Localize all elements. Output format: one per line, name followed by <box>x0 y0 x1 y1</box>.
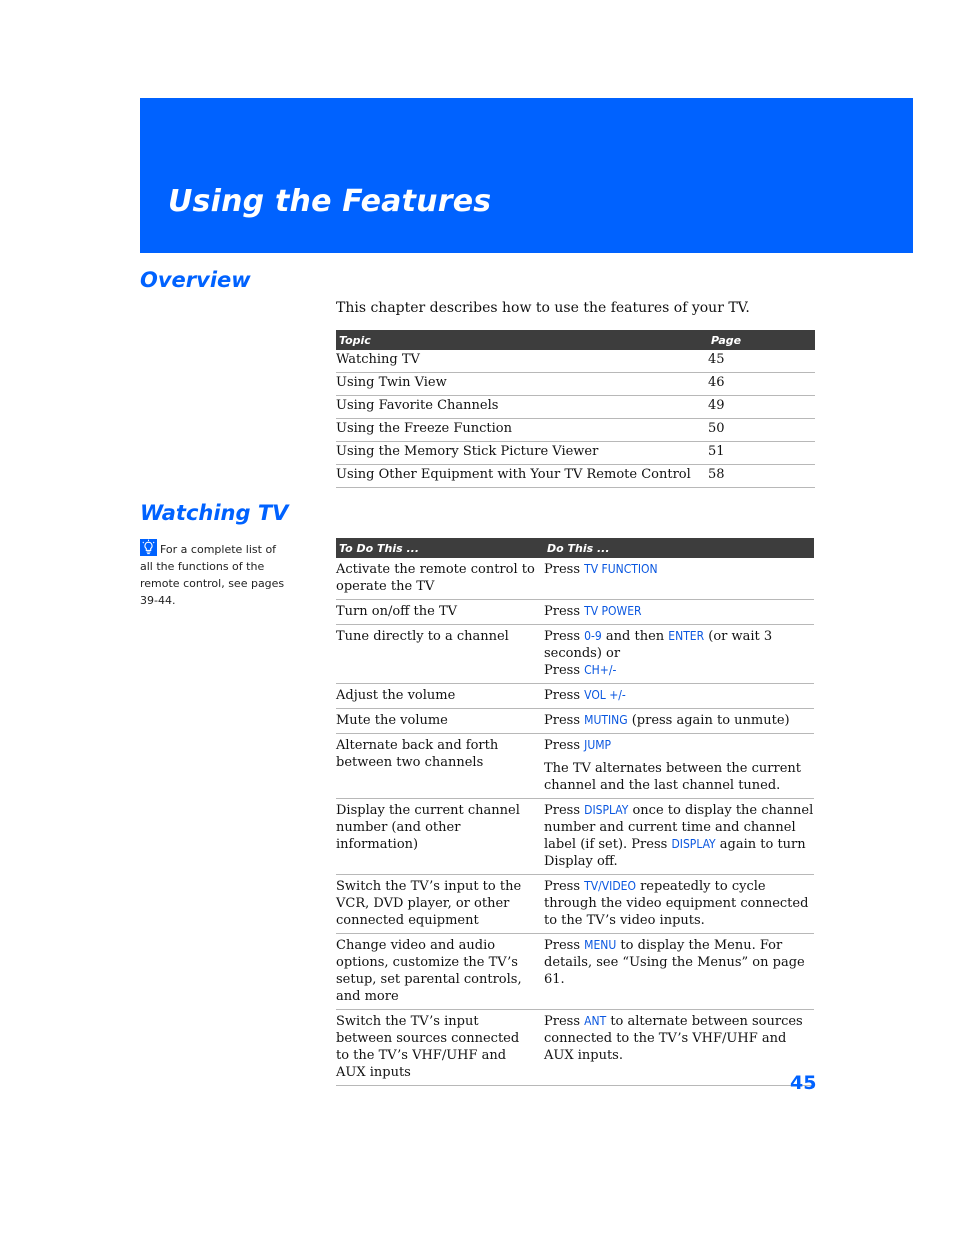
todo-cell: Mute the volume <box>336 709 536 734</box>
page-cell: 51 <box>708 442 815 465</box>
remote-key-label: VOL +/- <box>584 688 626 702</box>
todo-cell: Display the current channel number (and other information) <box>336 799 536 875</box>
table-row <box>336 875 814 934</box>
topics-header-row <box>336 330 815 350</box>
table-row <box>336 396 815 419</box>
todo-cell: Adjust the volume <box>336 684 536 709</box>
remote-key-label: MENU <box>584 938 617 952</box>
do-cell <box>536 625 814 684</box>
do-text: Press <box>544 738 585 753</box>
do-text: to alternate between sources connected to the TV’s VHF/UHF and AUX inputs. <box>544 1014 803 1063</box>
page-cell: 58 <box>708 465 815 488</box>
topic-cell: Using the Freeze Function <box>336 419 708 442</box>
do-text: Press <box>544 562 585 577</box>
remote-key-label: JUMP <box>584 738 612 752</box>
do-text: Press <box>544 604 585 619</box>
page-cell: 46 <box>708 373 815 396</box>
page-cell: 50 <box>708 419 815 442</box>
do-text: Press <box>544 1014 585 1029</box>
do-cell <box>536 684 814 709</box>
remote-key-label: DISPLAY <box>671 837 716 851</box>
do-text: to display the Menu. For details, see “Using the Menus” on page 61. <box>544 938 805 987</box>
do-text: (or wait 3 seconds) or <box>544 629 773 661</box>
topics-table <box>336 330 815 488</box>
page-cell: 45 <box>708 350 815 373</box>
do-text: Press <box>544 663 585 678</box>
do-text: and then <box>601 629 669 644</box>
table-row <box>336 419 815 442</box>
topics-header-page: Page <box>708 330 815 350</box>
do-text: again to turn Display off. <box>544 837 806 869</box>
table-row <box>336 684 814 709</box>
topic-cell: Watching TV <box>336 350 708 373</box>
remote-key-label: TV/VIDEO <box>584 879 636 893</box>
todo-cell: Alternate back and forth between two channels <box>336 734 536 799</box>
remote-key-label: MUTING <box>584 713 628 727</box>
actions-header-todo: To Do This ... <box>336 538 536 558</box>
remote-key-label: TV FUNCTION <box>584 562 658 576</box>
actions-table <box>336 538 814 1086</box>
do-cell <box>536 709 814 734</box>
do-text: repeatedly to cycle through the video equipment connected to the TV’s video inputs. <box>544 879 809 928</box>
remote-key-label: TV POWER <box>584 604 642 618</box>
todo-cell: Change video and audio options, customize the TV’s setup, set parental controls, and more <box>336 934 536 1010</box>
table-row <box>336 442 815 465</box>
table-row <box>336 350 815 373</box>
table-row <box>336 465 815 488</box>
lightbulb-icon <box>140 539 157 556</box>
do-cell <box>536 875 814 934</box>
table-row <box>336 934 814 1010</box>
table-row <box>336 709 814 734</box>
topics-header-topic: Topic <box>336 330 708 350</box>
tip-text: For a complete list of all the functions of the remote control, see pages 39-44. <box>140 543 285 607</box>
actions-header-row <box>336 538 814 558</box>
tip-note <box>140 539 290 609</box>
do-cell <box>536 1010 814 1086</box>
remote-key-label: ANT <box>584 1014 607 1028</box>
overview-intro: This chapter describes how to use the features of your TV. <box>336 300 750 316</box>
do-cell <box>536 934 814 1010</box>
todo-cell: Turn on/off the TV <box>336 600 536 625</box>
overview-heading: Overview <box>140 268 251 292</box>
table-row <box>336 734 814 799</box>
page-number: 45 <box>790 1072 817 1094</box>
topic-cell: Using Twin View <box>336 373 708 396</box>
do-text: Press <box>544 688 585 703</box>
do-text: Press <box>544 629 585 644</box>
todo-cell: Activate the remote control to operate the TV <box>336 558 536 600</box>
remote-key-label: DISPLAY <box>584 803 629 817</box>
do-text: once to display the channel number and current time and channel label (if set). Press <box>544 803 814 852</box>
table-row <box>336 799 814 875</box>
remote-key-label: ENTER <box>668 629 705 643</box>
do-text: Press <box>544 879 585 894</box>
table-row <box>336 373 815 396</box>
topic-cell: Using Other Equipment with Your TV Remote Control <box>336 465 708 488</box>
do-cell <box>536 734 814 799</box>
page-cell: 49 <box>708 396 815 419</box>
do-cell <box>536 600 814 625</box>
do-text: The TV alternates between the current channel and the last channel tuned. <box>544 761 801 793</box>
do-cell <box>536 799 814 875</box>
table-row <box>336 1010 814 1086</box>
do-text: Press <box>544 803 585 818</box>
todo-cell: Switch the TV’s input between sources connected to the TV’s VHF/UHF and AUX inputs <box>336 1010 536 1086</box>
todo-cell: Tune directly to a channel <box>336 625 536 684</box>
do-text: Press <box>544 713 585 728</box>
remote-key-label: 0-9 <box>584 629 602 643</box>
todo-cell: Switch the TV’s input to the VCR, DVD player, or other connected equipment <box>336 875 536 934</box>
watching-tv-heading: Watching TV <box>140 501 289 525</box>
table-row <box>336 625 814 684</box>
table-row <box>336 558 814 600</box>
remote-key-label: CH+/- <box>584 663 617 677</box>
do-text: Press <box>544 938 585 953</box>
do-text: (press again to unmute) <box>627 713 790 728</box>
table-row <box>336 600 814 625</box>
topic-cell: Using Favorite Channels <box>336 396 708 419</box>
chapter-banner <box>140 98 913 253</box>
topic-cell: Using the Memory Stick Picture Viewer <box>336 442 708 465</box>
do-cell <box>536 558 814 600</box>
actions-header-do: Do This ... <box>536 538 814 558</box>
chapter-title: Using the Features <box>168 184 492 219</box>
